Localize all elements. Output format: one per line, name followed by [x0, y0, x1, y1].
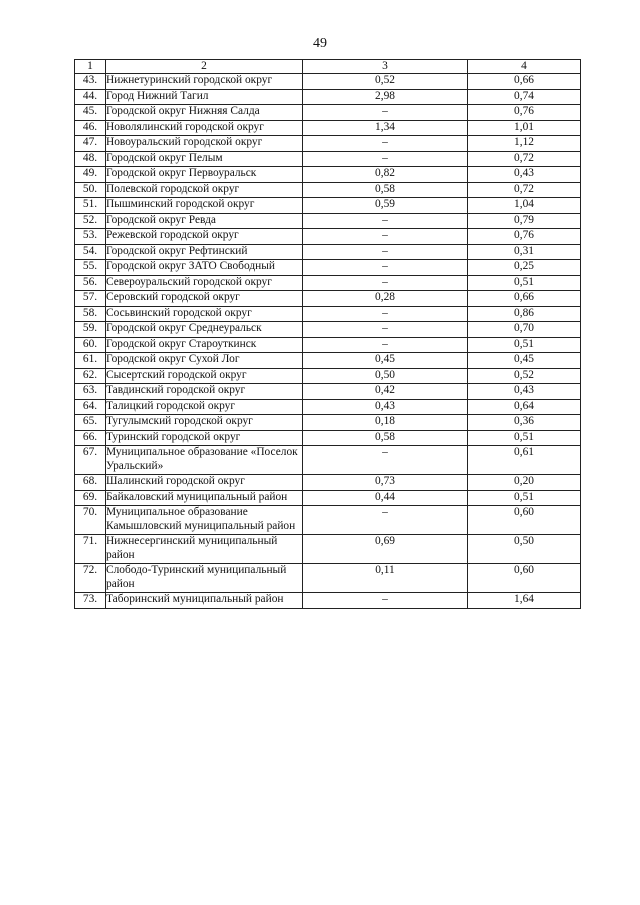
- table-row: [75, 198, 581, 214]
- row-number-cell: 47.: [75, 136, 106, 152]
- row-number-cell: 62.: [75, 368, 106, 384]
- municipality-name-cell: Городской округ ЗАТО Свободный: [106, 260, 303, 276]
- column-3-value-cell: –: [303, 446, 468, 475]
- column-4-value-cell: 0,51: [468, 275, 581, 291]
- municipality-name-cell: Серовский городской округ: [106, 291, 303, 307]
- column-4-value-cell: 0,20: [468, 475, 581, 491]
- table-row: [75, 430, 581, 446]
- row-number-cell: 43.: [75, 74, 106, 90]
- table-row: [75, 506, 581, 535]
- table-body: [75, 74, 581, 609]
- municipality-name-cell: Режевской городской округ: [106, 229, 303, 245]
- column-3-value-cell: 0,58: [303, 182, 468, 198]
- column-3-value-cell: 0,28: [303, 291, 468, 307]
- table-row: [75, 120, 581, 136]
- column-4-value-cell: 0,50: [468, 535, 581, 564]
- column-4-value-cell: 0,43: [468, 167, 581, 183]
- table-row: [75, 446, 581, 475]
- column-3-value-cell: 2,98: [303, 89, 468, 105]
- table-row: [75, 475, 581, 491]
- table-row: [75, 564, 581, 593]
- row-number-cell: 70.: [75, 506, 106, 535]
- municipality-name-cell: Новоуральский городской округ: [106, 136, 303, 152]
- column-4-value-cell: 0,76: [468, 105, 581, 121]
- column-4-value-cell: 0,64: [468, 399, 581, 415]
- table-row: [75, 399, 581, 415]
- column-4-value-cell: 0,86: [468, 306, 581, 322]
- column-3-value-cell: –: [303, 260, 468, 276]
- row-number-cell: 55.: [75, 260, 106, 276]
- row-number-cell: 60.: [75, 337, 106, 353]
- table-row: [75, 368, 581, 384]
- column-4-value-cell: 0,72: [468, 151, 581, 167]
- data-table: [74, 59, 581, 609]
- column-3-value-cell: –: [303, 337, 468, 353]
- row-number-cell: 63.: [75, 384, 106, 400]
- column-3-value-cell: 0,82: [303, 167, 468, 183]
- column-3-value-cell: 0,50: [303, 368, 468, 384]
- column-4-value-cell: 1,64: [468, 593, 581, 609]
- column-3-value-cell: 0,44: [303, 490, 468, 506]
- municipality-name-cell: Сосьвинский городской округ: [106, 306, 303, 322]
- column-3-value-cell: 0,11: [303, 564, 468, 593]
- table-row: [75, 306, 581, 322]
- row-number-cell: 46.: [75, 120, 106, 136]
- row-number-cell: 72.: [75, 564, 106, 593]
- table-row: [75, 244, 581, 260]
- column-4-value-cell: 0,51: [468, 490, 581, 506]
- column-3-value-cell: 0,69: [303, 535, 468, 564]
- table-row: [75, 291, 581, 307]
- row-number-cell: 68.: [75, 475, 106, 491]
- municipality-name-cell: Городской округ Сухой Лог: [106, 353, 303, 369]
- column-3-value-cell: 0,59: [303, 198, 468, 214]
- column-3-value-cell: –: [303, 151, 468, 167]
- municipality-name-cell: Байкаловский муниципальный район: [106, 490, 303, 506]
- column-3-value-cell: –: [303, 506, 468, 535]
- row-number-cell: 44.: [75, 89, 106, 105]
- column-4-value-cell: 0,66: [468, 74, 581, 90]
- table-row: [75, 105, 581, 121]
- column-4-value-cell: 1,04: [468, 198, 581, 214]
- table-row: [75, 275, 581, 291]
- municipality-name-cell: Нижнесергинский муниципальный район: [106, 535, 303, 564]
- row-number-cell: 48.: [75, 151, 106, 167]
- column-header-3: 3: [303, 60, 468, 74]
- municipality-name-cell: Таборинский муниципальный район: [106, 593, 303, 609]
- table-row: [75, 353, 581, 369]
- column-4-value-cell: 0,51: [468, 337, 581, 353]
- table-row: [75, 151, 581, 167]
- row-number-cell: 66.: [75, 430, 106, 446]
- column-3-value-cell: 0,45: [303, 353, 468, 369]
- municipality-name-cell: Городской округ Пелым: [106, 151, 303, 167]
- municipality-name-cell: Североуральский городской округ: [106, 275, 303, 291]
- municipality-name-cell: Тугулымский городской округ: [106, 415, 303, 431]
- column-3-value-cell: 0,52: [303, 74, 468, 90]
- table-row: [75, 337, 581, 353]
- row-number-cell: 64.: [75, 399, 106, 415]
- table-row: [75, 229, 581, 245]
- row-number-cell: 49.: [75, 167, 106, 183]
- column-4-value-cell: 0,36: [468, 415, 581, 431]
- column-header-1: 1: [75, 60, 106, 74]
- column-4-value-cell: 1,01: [468, 120, 581, 136]
- row-number-cell: 58.: [75, 306, 106, 322]
- table-row: [75, 535, 581, 564]
- municipality-name-cell: Нижнетуринский городской округ: [106, 74, 303, 90]
- column-3-value-cell: –: [303, 322, 468, 338]
- municipality-name-cell: Полевской городской округ: [106, 182, 303, 198]
- row-number-cell: 50.: [75, 182, 106, 198]
- row-number-cell: 69.: [75, 490, 106, 506]
- column-3-value-cell: 0,43: [303, 399, 468, 415]
- table-row: [75, 182, 581, 198]
- column-4-value-cell: 0,61: [468, 446, 581, 475]
- table-row: [75, 322, 581, 338]
- column-3-value-cell: –: [303, 229, 468, 245]
- column-3-value-cell: –: [303, 244, 468, 260]
- column-4-value-cell: 0,72: [468, 182, 581, 198]
- column-4-value-cell: 0,76: [468, 229, 581, 245]
- row-number-cell: 45.: [75, 105, 106, 121]
- municipality-name-cell: Слободо-Туринский муниципальный район: [106, 564, 303, 593]
- column-4-value-cell: 0,74: [468, 89, 581, 105]
- row-number-cell: 52.: [75, 213, 106, 229]
- column-3-value-cell: 0,42: [303, 384, 468, 400]
- row-number-cell: 73.: [75, 593, 106, 609]
- row-number-cell: 59.: [75, 322, 106, 338]
- column-4-value-cell: 0,70: [468, 322, 581, 338]
- municipality-name-cell: Городской округ Нижняя Салда: [106, 105, 303, 121]
- row-number-cell: 61.: [75, 353, 106, 369]
- table-header-row: [75, 60, 581, 74]
- municipality-name-cell: Тавдинский городской округ: [106, 384, 303, 400]
- municipality-name-cell: Муниципальное образование Камышловский муниципальный район: [106, 506, 303, 535]
- municipality-name-cell: Городской округ Ревда: [106, 213, 303, 229]
- column-4-value-cell: 0,52: [468, 368, 581, 384]
- row-number-cell: 56.: [75, 275, 106, 291]
- table-row: [75, 213, 581, 229]
- table-row: [75, 167, 581, 183]
- row-number-cell: 51.: [75, 198, 106, 214]
- column-4-value-cell: 1,12: [468, 136, 581, 152]
- column-3-value-cell: 0,73: [303, 475, 468, 491]
- column-3-value-cell: –: [303, 105, 468, 121]
- column-4-value-cell: 0,31: [468, 244, 581, 260]
- column-4-value-cell: 0,25: [468, 260, 581, 276]
- municipality-name-cell: Сысертский городской округ: [106, 368, 303, 384]
- column-3-value-cell: 1,34: [303, 120, 468, 136]
- municipality-name-cell: Городской округ Рефтинский: [106, 244, 303, 260]
- table-row: [75, 74, 581, 90]
- column-3-value-cell: 0,18: [303, 415, 468, 431]
- table-row: [75, 384, 581, 400]
- column-header-2: 2: [106, 60, 303, 74]
- column-3-value-cell: –: [303, 275, 468, 291]
- row-number-cell: 54.: [75, 244, 106, 260]
- column-3-value-cell: –: [303, 306, 468, 322]
- column-3-value-cell: 0,58: [303, 430, 468, 446]
- table-row: [75, 593, 581, 609]
- table-row: [75, 136, 581, 152]
- column-4-value-cell: 0,43: [468, 384, 581, 400]
- row-number-cell: 57.: [75, 291, 106, 307]
- column-4-value-cell: 0,79: [468, 213, 581, 229]
- column-4-value-cell: 0,45: [468, 353, 581, 369]
- municipality-name-cell: Муниципальное образование «Поселок Уральский»: [106, 446, 303, 475]
- municipality-name-cell: Городской округ Среднеуральск: [106, 322, 303, 338]
- column-3-value-cell: –: [303, 213, 468, 229]
- municipality-name-cell: Шалинский городской округ: [106, 475, 303, 491]
- municipality-name-cell: Городской округ Староуткинск: [106, 337, 303, 353]
- municipality-name-cell: Город Нижний Тагил: [106, 89, 303, 105]
- column-header-4: 4: [468, 60, 581, 74]
- column-4-value-cell: 0,66: [468, 291, 581, 307]
- municipality-name-cell: Пышминский городской округ: [106, 198, 303, 214]
- municipality-name-cell: Городской округ Первоуральск: [106, 167, 303, 183]
- table-row: [75, 490, 581, 506]
- row-number-cell: 71.: [75, 535, 106, 564]
- column-4-value-cell: 0,51: [468, 430, 581, 446]
- municipality-name-cell: Туринский городской округ: [106, 430, 303, 446]
- row-number-cell: 65.: [75, 415, 106, 431]
- column-4-value-cell: 0,60: [468, 506, 581, 535]
- table-row: [75, 89, 581, 105]
- row-number-cell: 53.: [75, 229, 106, 245]
- municipality-name-cell: Новолялинский городской округ: [106, 120, 303, 136]
- municipality-name-cell: Талицкий городской округ: [106, 399, 303, 415]
- table-row: [75, 415, 581, 431]
- table-row: [75, 260, 581, 276]
- column-3-value-cell: –: [303, 593, 468, 609]
- row-number-cell: 67.: [75, 446, 106, 475]
- column-4-value-cell: 0,60: [468, 564, 581, 593]
- column-3-value-cell: –: [303, 136, 468, 152]
- page-number: 49: [313, 36, 327, 51]
